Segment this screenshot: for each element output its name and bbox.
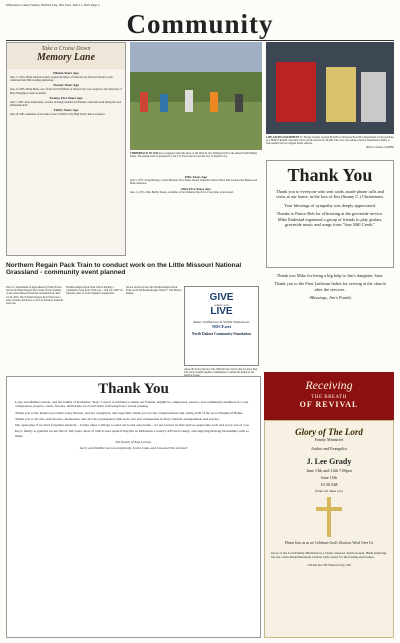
- thank-you-box-2: [6, 376, 261, 638]
- twenty-text: June 15, 2005...Brian Burns, son of Paul and Vicki Burns of Watford City was accepted to the University of Mary Emerging Leaders Academy.: [10, 88, 122, 95]
- photo-caption-text: Area youngsters lined the shore of the Watford City Fishing Pond for the annual Youth Fishing Derby. The annual event is sponsored by the U.S. Forest Service and the City of Watford City.: [130, 152, 257, 159]
- glory-date2: June 15th: [320, 475, 338, 480]
- glory-note: (Note: all times est.): [315, 489, 343, 493]
- twentyfive-heading: Twenty Five Years Ago: [49, 95, 83, 100]
- revival-line1: Receiving: [305, 378, 353, 392]
- thank-you-1-sign: -Blessings, Jim's Family: [308, 295, 352, 301]
- photo-caption-title: TIMBERBACK TO 2014: [130, 152, 159, 155]
- twenty-heading: Twenty Years Ago: [53, 83, 79, 88]
- thank-you-1-p3: Thanks to Pastor Rob for officiating at the graveside service. Mike Endestad organized a group of friends to play guitars, graveside music and songs from "Saw Mill Creek.": [276, 211, 384, 228]
- fifteen-heading: Fifteen Years Ago: [53, 71, 79, 75]
- glory-address: 118 4th Ave NE Watford City, ND: [307, 563, 351, 567]
- cross-icon: [316, 497, 342, 537]
- twentyfive-text: June 7, 1995...Ross Krumwiede, a former exchange student from Finland, visited the week during the Lion Rattlesnake Roll.: [10, 100, 122, 108]
- equipment-photo: [266, 42, 394, 134]
- memory-lane-line1: Take a Cruise Down: [41, 46, 91, 52]
- give-where-you-live-ad[interactable]: [184, 286, 259, 366]
- revival-banner: [264, 372, 394, 420]
- lifesaving-title: LIFE-SAVING EQUIPMENT: [266, 136, 300, 139]
- glory-sub2: Author and Evangelist: [311, 446, 347, 451]
- ad-give-mid: where you: [214, 303, 229, 307]
- glory-ad: [264, 420, 394, 638]
- thank-you-box-1-cont: [266, 270, 394, 360]
- thank-you-2-sign2: Larry and Debbie Larson and family, Loren Lunk, and Lisa and Tim Gerlach: [79, 446, 188, 451]
- thank-you-box-1: [266, 160, 394, 268]
- thank-you-title-1: Thank You: [287, 165, 373, 185]
- article-col-4: About the Forest Service: The USDA Forest Service has for more than 100 years brought together communities to sustain the health of our: [184, 368, 258, 375]
- glory-desc: Glory of the Lord Family Ministries is a Christ centered, Spirit-Gospel, Bible believing. We are a Non-Denominational Church with a heart for the hurting and broken.: [271, 551, 388, 559]
- thank-you-1-p4: Thank you Mike for being a big help to Jim's daughter, Sara.: [276, 273, 384, 278]
- article-col-3: We are excited to have the Northern Region Pack Train on the McKenzie Ranger District," said District Ranger.: [126, 286, 182, 296]
- ad-give-top: GIVE: [209, 292, 234, 303]
- revival-line2: THE BREATH: [311, 395, 347, 400]
- speaker-name: J. Lee Grady: [306, 457, 352, 466]
- fifty-text: June 5, 1975...Doug Heiting, Conrad Huckner, Fred Tuzler, Randy Samuelson, Bruce Field, Kim Garam, Paul Hanson and Mark Anderson.: [130, 179, 258, 186]
- thank-you-2-sign1: The family of Kay Larson,: [115, 440, 152, 445]
- thank-you-1-p5: Thank you to the First Lutheran ladies for serving at the church after the services.: [274, 281, 386, 292]
- glory-subtitle: Family Ministries: [314, 437, 344, 442]
- thirty-text: June 18, 1985...Members of the Senior Class of Watford City High School held a reception.: [10, 113, 106, 117]
- thank-you-1-p1: Thank you to everyone who sent cards, made phone calls and visits at our home, in the loss of Jim (Jimmy C.) Christensen.: [276, 189, 384, 200]
- thank-you-2-p4: Our apologies if we have forgotten anybody - it truly takes a village to send our loved ones home - we are forever in debt and we appreciate each and every one of you.: [15, 423, 250, 428]
- masthead: Community: [126, 9, 274, 39]
- ad-give-bot: LIVE: [210, 306, 233, 317]
- thank-you-title-2: Thank You: [98, 381, 169, 397]
- glory-title: Glory of The Lord: [295, 427, 363, 437]
- memory-lane-box: [6, 42, 126, 256]
- memory-lane-line2: Memory Lane: [36, 52, 96, 63]
- thank-you-1-p2: Your blessings of sympathy was deeply appreciated.: [284, 202, 376, 208]
- lifesaving-text: TC Energy recently donated $10,000 to the Keene Rural Fire Department for the purchase of a HURST Rodent. Operated Cabot was the sale kit for $4,999. The color will enhance the fire department's ability to free patients who are trapped inside vehicles.: [266, 136, 394, 146]
- middle-column: [130, 176, 262, 258]
- fifty-heading: Fifty Years Ago: [184, 175, 208, 179]
- thank-you-2-p2: Thank you to the hospice providers Gary Rustan, and her caregivers, and especially thank you for the compassionate and caring staff of the Good Shepherd Home.: [15, 410, 243, 415]
- glory-invite: Please Join us as we Celebrate God's Glorious Word Over Us: [284, 541, 374, 545]
- ad-give-url[interactable]: NDCF.net: [211, 324, 232, 329]
- memory-lane-banner: [7, 43, 125, 69]
- fiftyfive-text: June 11, 1970...Mrs. Bertha Treuen, a member of the Lutheran church for a long time, was honored.: [130, 190, 234, 194]
- lifesaving-credit: (Photo Courtesy of ARFD): [365, 145, 394, 149]
- revival-line3: OF REVIVAL: [299, 400, 359, 409]
- ad-give-sub: Make a Difference in YOUR Hometown!: [193, 320, 250, 324]
- glory-date3: 10:30 AM: [320, 482, 338, 487]
- photo-caption: [130, 152, 262, 174]
- page-header: [6, 3, 394, 8]
- thank-you-2-p1: Larry and Debbie Larson, and the family of Katherine "Kay" Larson would like to thank our friends, neighbors, employees, pastors, and community members for your compassion, prayers, cards, flowers, memorials, food and visits following Kay's recent passing.: [15, 400, 249, 409]
- article-headline: Northern Regain Pack Train to conduct work on the Little Missouri National Grassland - community event planned: [6, 262, 242, 276]
- fishing-derby-photo: [130, 42, 262, 150]
- fifteen-text: June 17, 2010...Brent Sanford recently stopped the Mayor of Watford City. Paul and Vivian Lowell celebrated their 60th wedding anniversary.: [10, 76, 113, 83]
- lifesaving-caption: [266, 136, 394, 158]
- thirty-heading: Thirty Years Ago: [53, 108, 79, 113]
- glory-date1: June 13th and 14th 7:00pm: [306, 468, 352, 473]
- thank-you-2-p3: Thank you to all who sent flowers, memorials, and all who participated with such care and compassion in Kay's funeral arrangements and service.: [15, 416, 220, 421]
- article-col-2: Northern Region Pack Train will be holding a community event from 10:00 a.m. - 2:00 p.m. MST on Saturday, June 14 at the Summit Campground.: [66, 286, 123, 296]
- fiftyfive-heading: Fifty Five Years Ago: [181, 186, 211, 191]
- header-left: McKenzie County Farmer, Watford City, ND, Wed. June 11, 2025 Page 4: [6, 3, 100, 7]
- thank-you-2-p5: Kay's family is grateful for her life of 100 years, most of which were spent living life in McKenzie County's 4-H and County, and enjoying lifelong friendships with so many.: [15, 429, 249, 438]
- ad-give-org: North Dakota Community Foundation: [191, 332, 252, 336]
- masthead-rule: [6, 40, 394, 41]
- article-col-1: The U.S. Department of Agriculture's (USDA) Forest Service Northern Region Pack Train will be working on the Little Missouri National Grassland from June 13-16, 2025. The Northern Region Pack Train uses a team of mules and horses to pack in transport materials and tools.: [6, 286, 64, 306]
